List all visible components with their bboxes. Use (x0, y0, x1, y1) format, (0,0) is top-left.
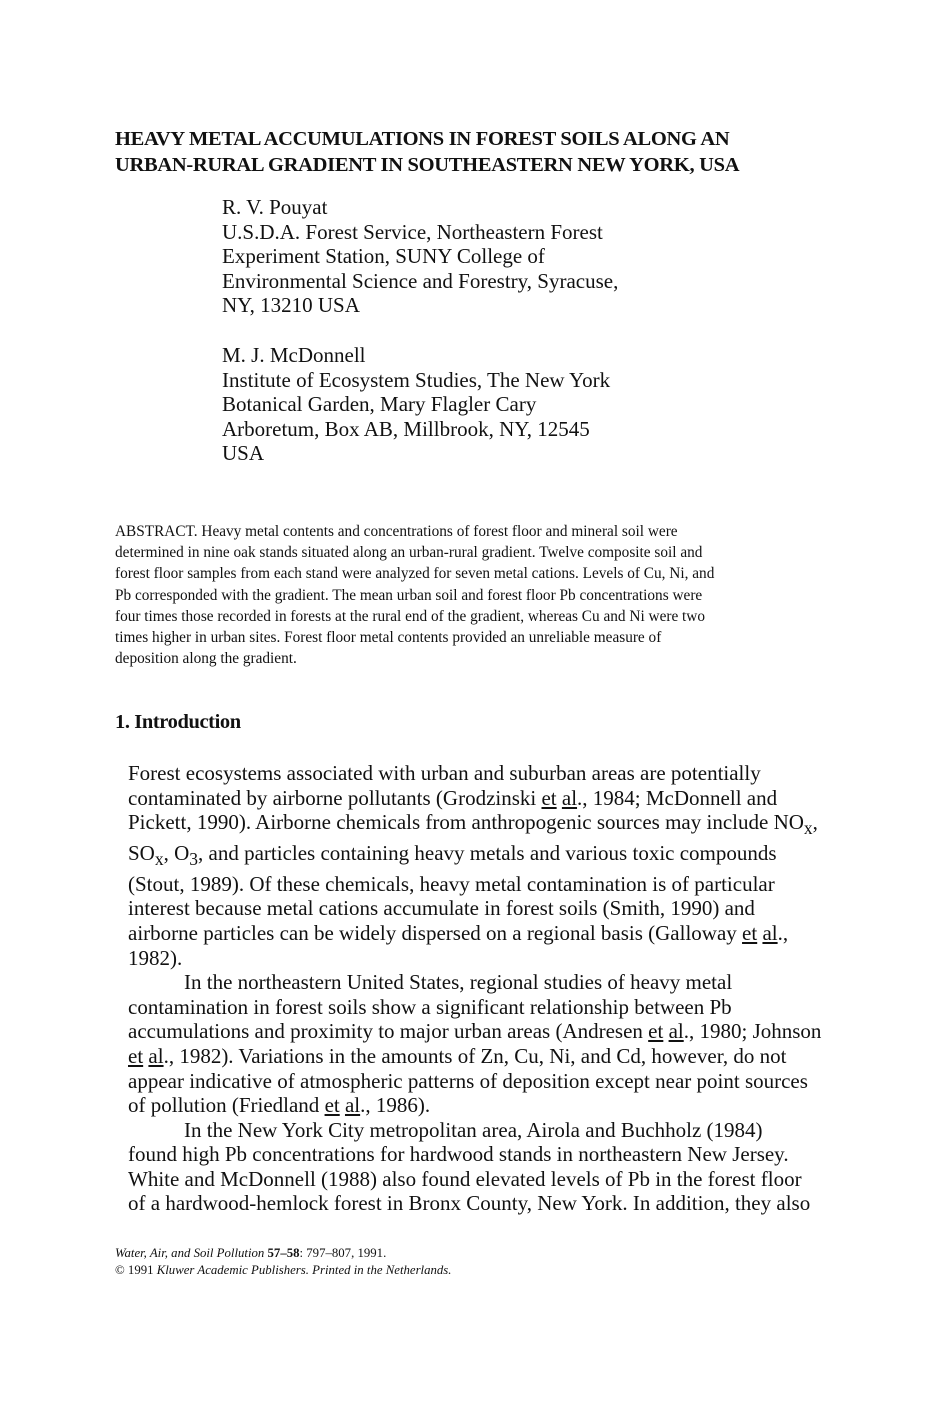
author-block-pouyat (222, 195, 782, 318)
copyright-line: © 1991 Kluwer Academic Publishers. Printed in the Netherlands. (115, 1262, 452, 1277)
abstract-line: forest floor samples from each stand were analyzed for seven metal cations. Levels of Cu, Ni, and (115, 565, 715, 583)
abstract-line: determined in nine oak stands situated along an urban-rural gradient. Twelve composite soil and (115, 544, 703, 562)
page-footer (115, 1245, 452, 1278)
body-line: (Stout, 1989). Of these chemicals, heavy metal contamination is of particular (128, 871, 775, 896)
body-line: 1982). (128, 945, 183, 970)
title-line-1: HEAVY METAL ACCUMULATIONS IN FOREST SOILS ALONG AN (115, 128, 730, 150)
body-line: interest because metal cations accumulate in forest soils (Smith, 1990) and (128, 896, 755, 921)
body-line: In the New York City metropolitan area, Airola and Buchholz (1984) (184, 1117, 763, 1142)
body-line: contamination in forest soils show a significant relationship between Pb (128, 994, 732, 1019)
author-affiliation-line: USA (222, 441, 265, 465)
section-heading-introduction: 1. Introduction (115, 711, 241, 733)
body-line: $SO_x$, $O_3$, and particles containing heavy metals and various toxic compounds (128, 840, 777, 870)
body-line: contaminated by airborne pollutants (Grodzinski et al., 1984; McDonnell and (128, 785, 778, 810)
author-affiliation-line: Botanical Garden, Mary Flagler Cary (222, 392, 537, 416)
body-line: of pollution (Friedland et al., 1986). (128, 1093, 431, 1118)
body-line: accumulations and proximity to major urban areas (Andresen et al., 1980; Johnson (128, 1019, 822, 1044)
abstract-line: Pb corresponded with the gradient. The mean urban soil and forest floor Pb concentrations were (115, 586, 703, 604)
abstract (115, 521, 835, 669)
author-name: R. V. Pouyat (222, 195, 328, 219)
body-line: Forest ecosystems associated with urban and suburban areas are potentially (128, 761, 761, 785)
author-affiliation-line: U.S.D.A. Forest Service, Northeastern Forest (222, 219, 603, 244)
journal-citation: Water, Air, and Soil Pollution 57–58: 797–807, 1991. (115, 1246, 387, 1260)
author-affiliation-line: Experiment Station, SUNY College of (222, 244, 545, 268)
author-affiliation-line: Institute of Ecosystem Studies, The New York (222, 367, 611, 392)
title-line-2: URBAN-RURAL GRADIENT IN SOUTHEASTERN NEW YORK, USA (115, 154, 740, 176)
author-affiliation-line: Arboretum, Box AB, Millbrook, NY, 12545 (222, 416, 590, 441)
body-line: found high Pb concentrations for hardwood stands in northeastern New Jersey. (128, 1142, 789, 1167)
abstract-line: times higher in urban sites. Forest floor metal contents provided an unreliable measure of (115, 629, 662, 647)
author-affiliation-line: NY, 13210 USA (222, 293, 360, 317)
abstract-line: deposition along the gradient. (115, 650, 297, 668)
author-name: M. J. McDonnell (222, 343, 366, 367)
author-block-mcdonnell (222, 343, 782, 466)
body-line: airborne particles can be widely dispersed on a regional basis (Galloway et al., (128, 920, 789, 945)
author-affiliation-line: Environmental Science and Forestry, Syracuse, (222, 268, 619, 293)
body-line: et al., 1982). Variations in the amounts of Zn, Cu, Ni, and Cd, however, do not (128, 1043, 787, 1068)
body-line: White and McDonnell (1988) also found elevated levels of Pb in the forest floor (128, 1166, 802, 1191)
abstract-line: four times those recorded in forests at the rural end of the gradient, whereas Cu and Ni were two (115, 607, 706, 625)
body-line: of a hardwood-hemlock forest in Bronx County, New York. In addition, they also (128, 1191, 811, 1216)
body-line: appear indicative of atmospheric patterns of deposition except near point sources (128, 1068, 808, 1093)
body-line: Pickett, 1990). Airborne chemicals from anthropogenic sources may include $NO_x$, (128, 810, 818, 839)
introduction-body (128, 761, 868, 1216)
body-line: In the northeastern United States, regional studies of heavy metal (184, 970, 733, 995)
abstract-line: ABSTRACT. Heavy metal contents and concentrations of forest floor and mineral soil were (115, 523, 678, 540)
paper-title (115, 126, 875, 178)
